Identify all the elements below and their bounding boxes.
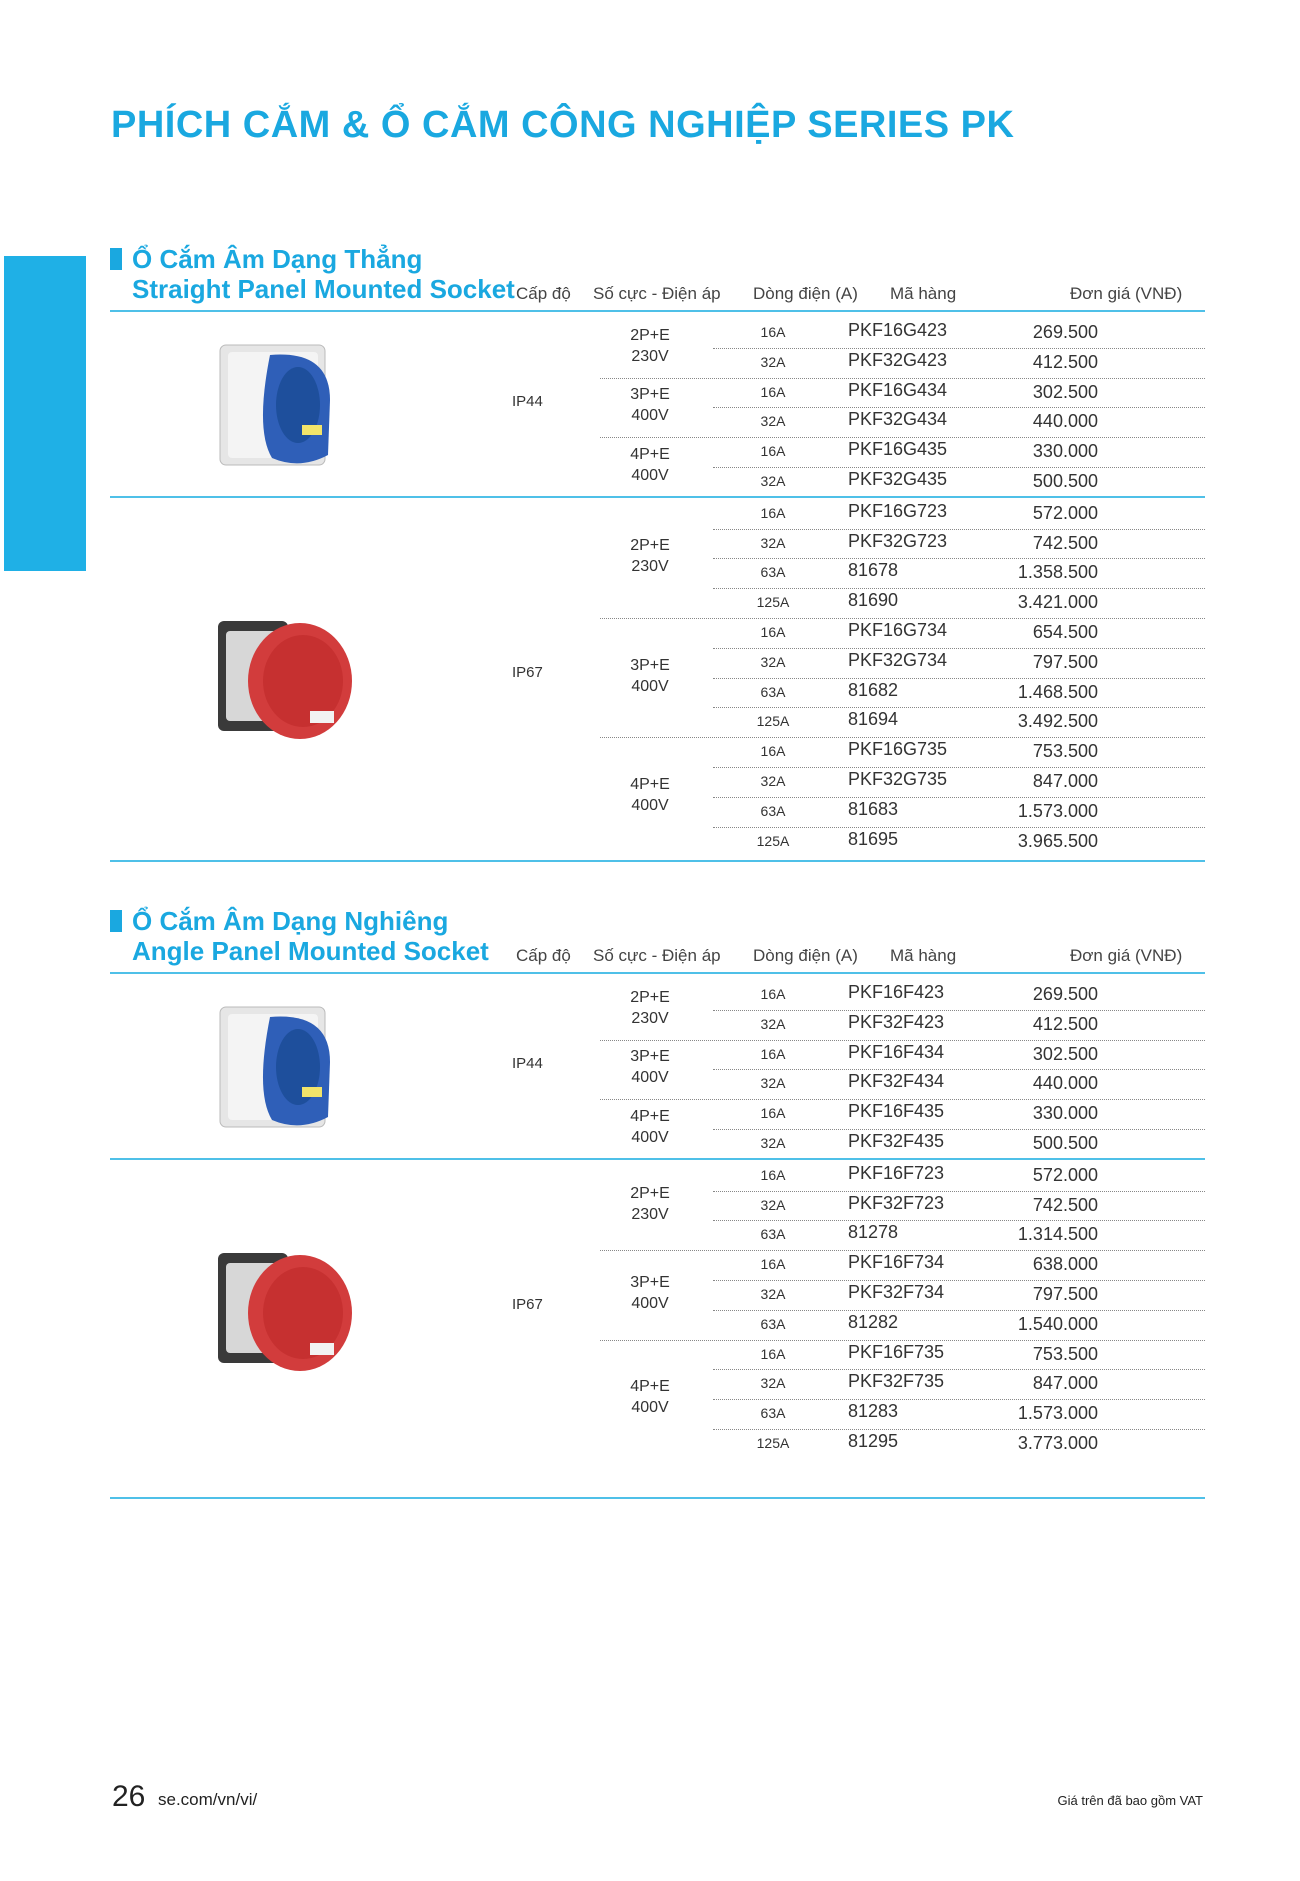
unit-price: 500.500 xyxy=(1032,1133,1098,1153)
column-header-current: Dòng điện (A) xyxy=(753,284,858,303)
voltage: 400V xyxy=(631,1294,669,1312)
product-image-ip67 xyxy=(210,601,360,751)
column-header-level: Cấp độ xyxy=(516,946,571,965)
product-code: 81678 xyxy=(848,560,899,581)
row-divider xyxy=(713,707,1205,708)
unit-price: 797.500 xyxy=(1032,651,1098,672)
pole-voltage-label xyxy=(610,655,690,697)
product-code: PKF32F423 xyxy=(848,1011,945,1032)
pole-count: 4P+E xyxy=(630,446,670,463)
voltage: 230V xyxy=(631,1205,669,1223)
row-divider xyxy=(713,558,1205,559)
pole-count: 3P+E xyxy=(630,1273,670,1291)
current-rating: 63A xyxy=(760,1315,786,1332)
product-code: 81682 xyxy=(848,679,899,700)
product-code: PKF32G735 xyxy=(848,769,948,789)
ip-rating: IP67 xyxy=(512,663,543,681)
current-rating: 16A xyxy=(760,1256,786,1273)
current-rating: 16A xyxy=(760,324,786,340)
row-divider xyxy=(713,348,1205,349)
current-rating: 16A xyxy=(760,443,786,460)
page-number: 26 xyxy=(112,1780,146,1813)
pole-divider xyxy=(600,1040,1205,1041)
row-divider xyxy=(713,1129,1205,1130)
unit-price: 269.500 xyxy=(1032,322,1098,342)
pole-voltage-label xyxy=(610,1272,690,1314)
unit-price: 412.500 xyxy=(1032,1013,1098,1034)
voltage: 400V xyxy=(631,1129,669,1146)
pole-count: 2P+E xyxy=(630,326,670,344)
product-code: PKF32G723 xyxy=(848,530,948,551)
current-rating: 32A xyxy=(760,1135,786,1151)
unit-price: 1.540.000 xyxy=(1017,1313,1098,1334)
pole-voltage-label xyxy=(610,987,690,1029)
current-rating: 16A xyxy=(760,1166,786,1183)
unit-price: 572.000 xyxy=(1032,1164,1098,1185)
product-code: PKF16G734 xyxy=(848,620,948,640)
product-code: PKF16F435 xyxy=(848,1101,945,1122)
row-divider xyxy=(713,1191,1205,1192)
ip-rating: IP44 xyxy=(512,1055,543,1073)
current-rating: 16A xyxy=(760,504,786,521)
product-code: PKF16G435 xyxy=(848,439,948,460)
current-rating: 125A xyxy=(756,832,790,849)
pole-voltage-label xyxy=(610,1046,690,1088)
pole-count: 3P+E xyxy=(630,1048,670,1066)
voltage: 400V xyxy=(631,796,669,814)
section-straight-socket xyxy=(110,244,1205,868)
product-code: PKF16F423 xyxy=(848,982,945,1002)
unit-price: 3.492.500 xyxy=(1017,711,1098,732)
row-divider xyxy=(713,648,1205,649)
unit-price: 330.000 xyxy=(1032,1103,1098,1124)
product-code: PKF32F734 xyxy=(848,1282,945,1302)
row-divider xyxy=(713,1069,1205,1070)
unit-price: 440.000 xyxy=(1032,411,1098,432)
current-rating: 63A xyxy=(760,564,786,581)
current-rating: 32A xyxy=(760,1075,786,1092)
product-code: PKF16G735 xyxy=(848,739,948,760)
section-angle-socket xyxy=(110,906,1205,1530)
voltage: 400V xyxy=(631,1399,669,1417)
current-rating: 32A xyxy=(760,773,786,789)
footer-url[interactable]: se.com/vn/vi/ xyxy=(158,1790,258,1809)
unit-price: 1.314.500 xyxy=(1017,1224,1098,1245)
product-code: PKF16G434 xyxy=(848,379,948,400)
pole-divider xyxy=(600,737,1205,738)
pole-count: 4P+E xyxy=(630,775,670,793)
unit-price: 269.500 xyxy=(1032,984,1098,1004)
product-code: 81278 xyxy=(848,1222,899,1243)
pole-divider xyxy=(600,378,1205,379)
current-rating: 32A xyxy=(760,1015,786,1032)
row-divider xyxy=(713,1310,1205,1311)
current-rating: 63A xyxy=(760,683,786,700)
row-divider xyxy=(713,529,1205,530)
unit-price: 742.500 xyxy=(1032,1194,1098,1215)
header-rule xyxy=(110,310,1205,312)
unit-price: 638.000 xyxy=(1032,1254,1098,1275)
pole-voltage-label xyxy=(610,325,690,367)
row-divider xyxy=(713,407,1205,408)
unit-price: 330.000 xyxy=(1032,441,1098,462)
section-marker xyxy=(110,248,122,270)
unit-price: 3.421.000 xyxy=(1017,592,1098,613)
page-title: PHÍCH CẮM & Ổ CẮM CÔNG NGHIỆP SERIES PK xyxy=(111,104,1015,146)
product-code: 81694 xyxy=(848,709,899,730)
section-marker xyxy=(110,910,122,932)
product-code: 81295 xyxy=(848,1431,899,1451)
section-title-en: Angle Panel Mounted Socket xyxy=(132,936,489,966)
voltage: 400V xyxy=(631,467,669,484)
pole-divider xyxy=(600,1099,1205,1100)
current-rating: 32A xyxy=(760,353,786,370)
row-divider xyxy=(713,1280,1205,1281)
group-divider xyxy=(110,1158,1205,1160)
current-rating: 32A xyxy=(760,534,786,551)
row-divider xyxy=(713,767,1205,768)
row-divider xyxy=(713,467,1205,468)
ip-rating: IP67 xyxy=(512,1295,543,1313)
current-rating: 32A xyxy=(760,1375,786,1392)
ip-rating: IP44 xyxy=(512,393,543,411)
current-rating: 16A xyxy=(760,624,786,640)
current-rating: 63A xyxy=(760,1226,786,1243)
unit-price: 412.500 xyxy=(1032,351,1098,372)
unit-price: 3.773.000 xyxy=(1017,1433,1098,1453)
pole-divider xyxy=(600,1340,1205,1341)
footer-note: Giá trên đã bao gồm VAT xyxy=(1057,1793,1203,1808)
unit-price: 302.500 xyxy=(1032,381,1098,402)
pole-count: 2P+E xyxy=(630,537,670,555)
sidebar-accent xyxy=(4,256,86,571)
product-code: PKF16F723 xyxy=(848,1162,945,1183)
pole-divider xyxy=(600,437,1205,438)
row-divider xyxy=(713,1399,1205,1400)
current-rating: 16A xyxy=(760,1045,786,1062)
product-code: PKF16F735 xyxy=(848,1341,945,1362)
product-code: PKF32G434 xyxy=(848,409,948,430)
voltage: 230V xyxy=(631,1009,669,1027)
current-rating: 63A xyxy=(760,1405,786,1422)
current-rating: 16A xyxy=(760,1105,786,1122)
current-rating: 32A xyxy=(760,653,786,670)
product-code: PKF16G723 xyxy=(848,500,948,521)
current-rating: 63A xyxy=(760,802,786,819)
voltage: 400V xyxy=(631,1069,669,1087)
current-rating: 32A xyxy=(760,1196,786,1213)
pole-count: 3P+E xyxy=(630,386,670,404)
pole-voltage-label xyxy=(610,1376,690,1418)
row-divider xyxy=(713,797,1205,798)
row-divider xyxy=(713,827,1205,828)
column-header-poles-voltage: Số cực - Điện áp xyxy=(593,946,721,965)
unit-price: 1.573.000 xyxy=(1017,1403,1098,1424)
product-code: 81683 xyxy=(848,798,899,819)
pole-voltage-label xyxy=(610,384,690,426)
unit-price: 1.358.500 xyxy=(1017,562,1098,583)
product-image-ip44 xyxy=(210,330,360,480)
row-divider xyxy=(713,1220,1205,1221)
pole-count: 2P+E xyxy=(630,988,670,1006)
current-rating: 16A xyxy=(760,743,786,760)
column-header-poles-voltage: Số cực - Điện áp xyxy=(593,284,721,303)
pole-divider xyxy=(600,1250,1205,1251)
pole-count: 4P+E xyxy=(630,1108,670,1125)
current-rating: 125A xyxy=(756,713,790,730)
pole-count: 4P+E xyxy=(630,1378,670,1396)
product-code: PKF16G423 xyxy=(848,320,948,340)
column-header-price: Đơn giá (VNĐ) xyxy=(1070,284,1183,303)
current-rating: 16A xyxy=(760,986,786,1002)
product-code: 81690 xyxy=(848,590,899,611)
product-code: 81695 xyxy=(848,828,899,849)
pole-voltage-label xyxy=(610,535,690,577)
section-bottom-rule xyxy=(110,860,1205,862)
group-divider xyxy=(110,496,1205,498)
row-divider xyxy=(713,1010,1205,1011)
product-code: PKF32F434 xyxy=(848,1071,945,1092)
current-rating: 125A xyxy=(756,594,790,611)
product-code: PKF16F434 xyxy=(848,1041,945,1062)
row-divider xyxy=(713,678,1205,679)
unit-price: 440.000 xyxy=(1032,1073,1098,1094)
row-divider xyxy=(713,588,1205,589)
product-code: PKF32G734 xyxy=(848,649,948,670)
column-header-code: Mã hàng xyxy=(890,284,957,303)
product-code: PKF32F723 xyxy=(848,1192,945,1213)
unit-price: 1.573.000 xyxy=(1017,800,1098,821)
pole-count: 2P+E xyxy=(630,1184,670,1202)
section-title-vn: Ổ Cắm Âm Dạng Thẳng xyxy=(132,244,423,274)
row-divider xyxy=(713,1429,1205,1430)
product-image-ip44 xyxy=(210,987,360,1147)
unit-price: 847.000 xyxy=(1032,771,1098,791)
section-bottom-rule xyxy=(110,1497,1205,1499)
product-code: PKF32G423 xyxy=(848,349,948,370)
current-rating: 16A xyxy=(760,383,786,400)
current-rating: 125A xyxy=(756,1435,790,1451)
product-code: PKF16F734 xyxy=(848,1252,945,1273)
unit-price: 654.500 xyxy=(1032,622,1098,642)
section-title-vn: Ổ Cắm Âm Dạng Nghiêng xyxy=(132,906,449,936)
voltage: 230V xyxy=(631,347,669,365)
pole-divider xyxy=(600,618,1205,619)
product-code: 81282 xyxy=(848,1311,899,1332)
column-header-price: Đơn giá (VNĐ) xyxy=(1070,946,1183,965)
voltage: 400V xyxy=(631,407,669,425)
unit-price: 742.500 xyxy=(1032,532,1098,553)
pole-voltage-label xyxy=(610,1106,690,1148)
current-rating: 32A xyxy=(760,1286,786,1302)
unit-price: 3.965.500 xyxy=(1017,830,1098,851)
voltage: 400V xyxy=(631,677,669,695)
product-code: 81283 xyxy=(848,1401,899,1422)
current-rating: 16A xyxy=(760,1345,786,1362)
current-rating: 32A xyxy=(760,473,786,489)
pole-voltage-label xyxy=(610,444,690,486)
voltage: 230V xyxy=(631,558,669,576)
unit-price: 797.500 xyxy=(1032,1284,1098,1304)
pole-count: 3P+E xyxy=(630,656,670,674)
pole-voltage-label xyxy=(610,1183,690,1225)
unit-price: 753.500 xyxy=(1032,1343,1098,1364)
unit-price: 1.468.500 xyxy=(1017,681,1098,702)
column-header-code: Mã hàng xyxy=(890,946,957,965)
section-title-en: Straight Panel Mounted Socket xyxy=(132,274,515,304)
product-code: PKF32F435 xyxy=(848,1131,945,1151)
product-image-ip67 xyxy=(210,1228,360,1388)
row-divider xyxy=(713,1369,1205,1370)
unit-price: 847.000 xyxy=(1032,1373,1098,1394)
product-code: PKF32F735 xyxy=(848,1371,945,1392)
header-rule xyxy=(110,972,1205,974)
pole-voltage-label xyxy=(610,774,690,816)
unit-price: 753.500 xyxy=(1032,741,1098,762)
current-rating: 32A xyxy=(760,413,786,430)
column-header-level: Cấp độ xyxy=(516,284,571,303)
unit-price: 572.000 xyxy=(1032,502,1098,523)
unit-price: 500.500 xyxy=(1032,471,1098,491)
product-code: PKF32G435 xyxy=(848,469,948,489)
column-header-current: Dòng điện (A) xyxy=(753,946,858,965)
unit-price: 302.500 xyxy=(1032,1043,1098,1064)
